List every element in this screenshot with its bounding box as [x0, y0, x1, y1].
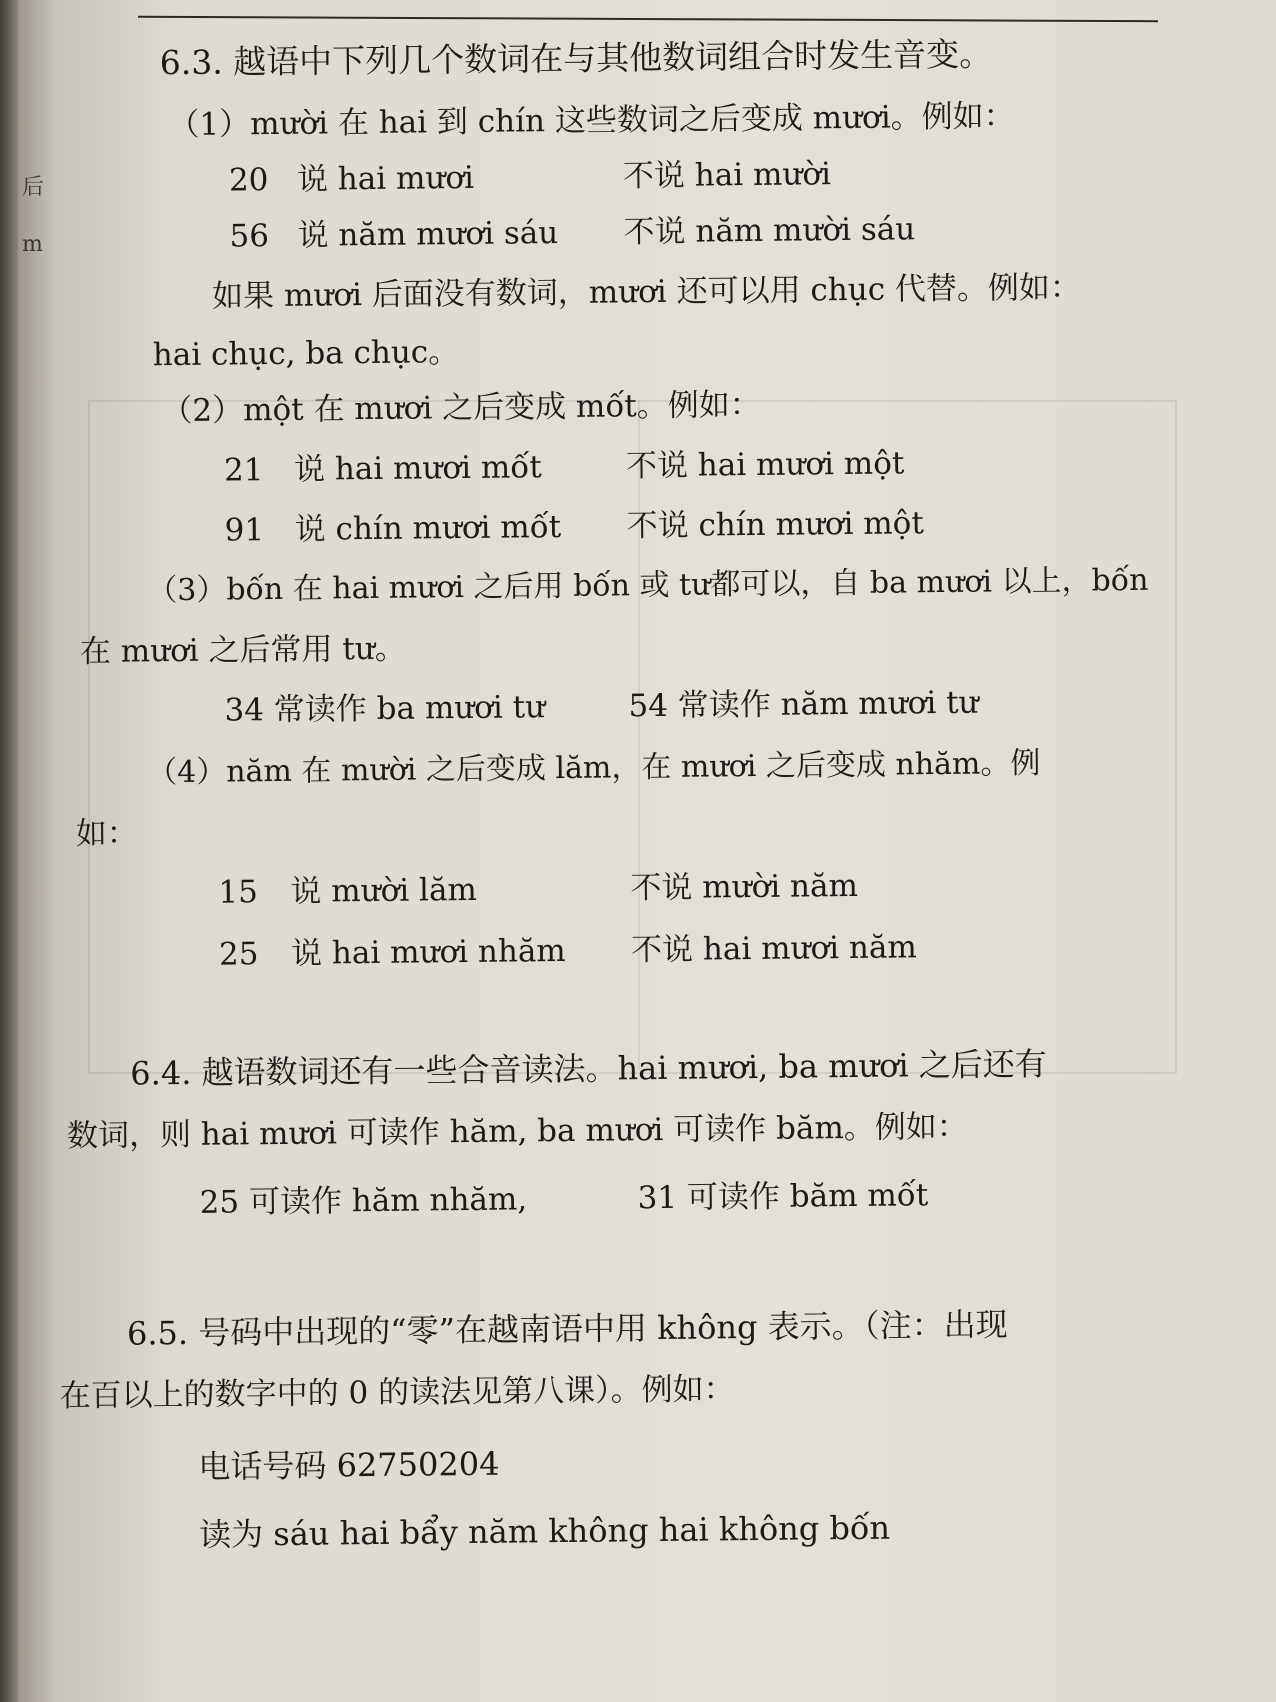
section-6-4-heading: 6.4. 越语数词还有一些合音读法。hai mươi, ba mươi 之后还有: [130, 1044, 1047, 1093]
section-6-5-heading: 6.5. 号码中出现的“零”在越南语中用 không 表示。（注：出现: [126, 1305, 1008, 1353]
example-reading: 25 可读作 hăm nhăm,: [199, 1181, 528, 1221]
section-6-4-cont: 数词，则 hai mươi 可读作 hăm, ba mươi 可读作 băm。例如：: [66, 1108, 968, 1155]
example-incorrect: 不说 hai mươi năm: [630, 929, 917, 969]
example-number: 25: [218, 936, 259, 973]
section-6-3-heading: 6.3. 越语中下列几个数词在与其他数词组合时发生音变。: [159, 34, 993, 83]
rule-3-intro: （3）bốn 在 hai mươi 之后用 bốn 或 tư都可以，自 ba mươi 以上，bốn: [147, 562, 1149, 609]
example-correct: 说 chín mươi mốt: [294, 508, 562, 548]
example-incorrect: 不说 chín mươi một: [626, 505, 925, 545]
book-page: [18, 0, 1276, 1702]
example-incorrect: 不说 năm mười sáu: [623, 211, 916, 251]
rule-4-intro-cont: 如：: [75, 815, 138, 853]
example-incorrect: 不说 mười năm: [630, 867, 859, 907]
rule-2-intro: （2）một 在 mươi 之后变成 mốt。例如：: [161, 386, 761, 430]
example-correct: 说 mười lăm: [290, 871, 478, 910]
example-reading: 31 可读作 băm mốt: [637, 1177, 929, 1217]
rule-3-intro-cont: 在 mươi 之后常用 tư。: [79, 630, 407, 671]
example-reading: 34 常读作 ba mươi tư: [224, 689, 546, 729]
example-correct: 说 hai mươi: [296, 159, 475, 198]
example-correct: 说 hai mươi nhăm: [290, 932, 566, 972]
example-incorrect: 不说 hai mười: [622, 156, 832, 195]
margin-text: 后: [22, 175, 45, 200]
example-number: 56: [229, 218, 270, 255]
rule-1-note: 如果 mươi 后面没有数词，mươi 还可以用 chục 代替。例如：: [211, 269, 1082, 315]
example-correct: 说 năm mươi sáu: [297, 215, 559, 254]
margin-text: m: [22, 232, 43, 257]
example-incorrect: 不说 hai mươi một: [625, 445, 905, 485]
example-number: 15: [218, 874, 259, 911]
example-correct: 说 hai mươi mốt: [293, 449, 542, 488]
example-number: 91: [224, 512, 265, 549]
section-6-5-cont: 在百以上的数字中的 0 的读法见第八课）。例如：: [59, 1371, 735, 1415]
rule-1-intro: （1）mười 在 hai 到 chín 这些数词之后变成 mươi。例如：: [168, 98, 1015, 144]
example-number: 20: [228, 162, 269, 199]
rule-4-intro: （4）năm 在 mười 之后变成 lăm，在 mươi 之后变成 nhăm。例: [146, 745, 1041, 791]
page-content: [18, 0, 1276, 1702]
phone-number-example: 电话号码 62750204: [198, 1444, 500, 1486]
example-reading: 54 常读作 năm mươi tư: [628, 684, 979, 725]
book-spine-shadow: [0, 0, 18, 1702]
rule-1-note-cont: hai chục, ba chục。: [152, 334, 460, 374]
phone-number-reading: 读为 sáu hai bẩy năm không hai không bốn: [198, 1508, 891, 1554]
example-number: 21: [223, 452, 264, 489]
